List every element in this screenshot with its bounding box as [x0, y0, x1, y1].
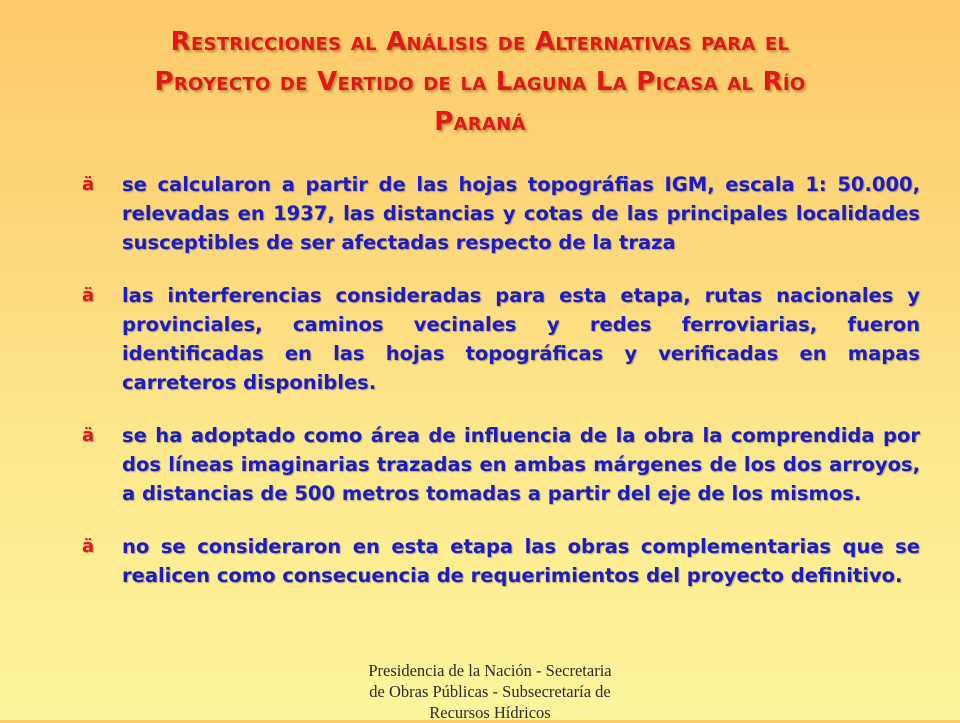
bullet-arrow-icon: ä [82, 536, 95, 557]
footer-line: de Obras Públicas - Subsecretaría de [369, 682, 611, 701]
bullet-item [80, 281, 920, 397]
slide-title-line: Restricciones al Análisis de Alternativas para el [170, 27, 790, 57]
bullet-item [80, 170, 920, 257]
bullet-item [80, 532, 920, 590]
footer-line: Presidencia de la Nación - Secretaria [368, 661, 612, 680]
slide-footer [320, 660, 660, 723]
bullet-text: se ha adoptado como área de influencia de la obra la comprendida por dos líneas imaginarias trazadas en ambas márgenes de los dos arroyos, a distancias de 500 metros tomadas a partir del eje de los mismos. [122, 424, 920, 505]
bullet-arrow-icon: ä [82, 285, 95, 306]
slide-title [60, 22, 900, 142]
slide-title-line: Paraná [434, 107, 526, 137]
slide-title-line: Proyecto de Vertido de la Laguna La Picasa al Río [154, 67, 806, 97]
bullet-arrow-icon: ä [82, 174, 95, 195]
bullet-text: las interferencias consideradas para esta etapa, rutas nacionales y provinciales, caminos vecinales y redes ferroviarias, fueron identificadas en las hojas topográficas y verificadas en mapas carreteros disponibles. [122, 284, 920, 394]
bullet-text: no se consideraron en esta etapa las obras complementarias que se realicen como consecuencia de requerimientos del proyecto definitivo. [122, 535, 920, 587]
bullet-arrow-icon: ä [82, 425, 95, 446]
bullet-text: se calcularon a partir de las hojas topográfias IGM, escala 1: 50.000, relevadas en 1937, las distancias y cotas de las principales localidades susceptibles de ser afectadas respecto de la traza [122, 173, 920, 254]
footer-line: Recursos Hídricos [429, 703, 551, 722]
bullet-list [80, 170, 920, 614]
bullet-item [80, 421, 920, 508]
